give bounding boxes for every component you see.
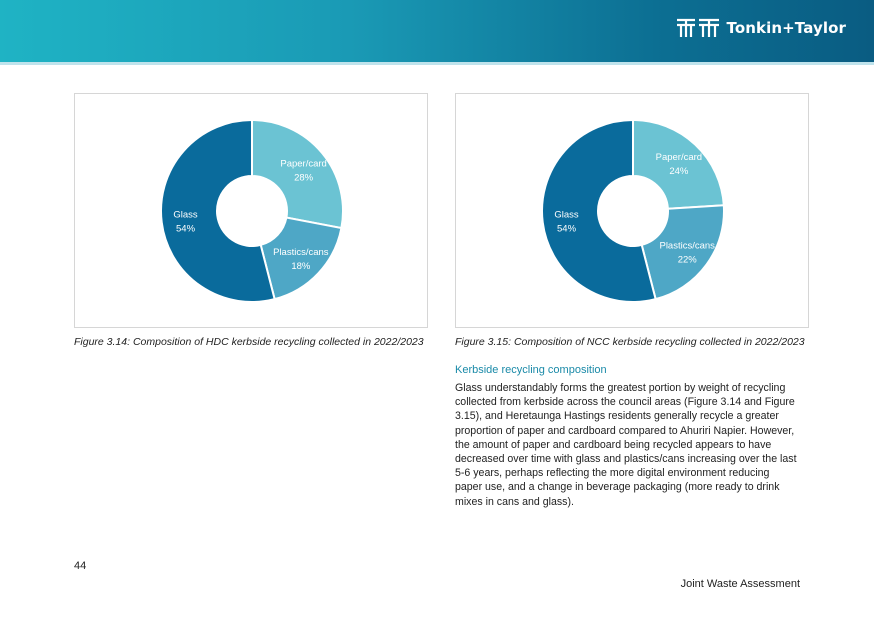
- slice-value-label: 54%: [557, 223, 577, 235]
- body-line: paper use, and a change in beverage packaging (more ready to drink: [455, 481, 780, 494]
- hdc-figure-caption: Figure 3.14: Composition of HDC kerbside recycling collected in 2022/2023: [74, 336, 424, 348]
- hdc-donut-svg: [75, 94, 429, 329]
- slice-value-label: 28%: [294, 172, 314, 184]
- hdc-donut-chart: [74, 93, 428, 328]
- slice-category-label: Plastics/cans: [659, 240, 715, 252]
- ncc-donut-chart: [455, 93, 809, 328]
- slice-category-label: Paper/card: [280, 158, 327, 170]
- body-line: mixes in cans and glass).: [455, 495, 574, 508]
- slice-value-label: 24%: [669, 166, 689, 178]
- body-line: 5-6 years, perhaps reflecting the more digital environment reducing: [455, 467, 770, 480]
- body-line: Glass understandably forms the greatest portion by weight of recycling: [455, 382, 786, 394]
- donut-slice-plastics-cans: [261, 218, 342, 300]
- slice-value-label: 22%: [677, 254, 697, 266]
- page-number: 44: [74, 560, 87, 572]
- body-line: proportion of paper and cardboard compared to Ahuriri Napier. However,: [455, 424, 795, 437]
- section-heading: Kerbside recycling composition: [455, 364, 607, 376]
- ncc-donut-svg: [456, 94, 810, 329]
- slice-category-label: Paper/card: [655, 152, 703, 164]
- ncc-figure-caption: Figure 3.15: Composition of NCC kerbside recycling collected in 2022/2023: [455, 336, 805, 348]
- donut-slice-paper-card: [633, 120, 724, 209]
- company-logo: [675, 16, 846, 40]
- page-header: [0, 0, 874, 62]
- header-divider: [0, 62, 874, 65]
- tt-monogram-icon: [675, 17, 721, 39]
- slice-category-label: Plastics/cans: [273, 246, 329, 258]
- body-line: collected from kerbside across the council areas (Figure 3.14 and Figure: [455, 396, 795, 409]
- section-body: [455, 381, 815, 509]
- slice-category-label: Glass: [554, 209, 579, 221]
- body-line: the amount of paper and cardboard being recycled appears to have: [455, 438, 772, 451]
- slice-value-label: 54%: [176, 223, 196, 235]
- logo-text: Tonkin+Taylor: [726, 19, 846, 37]
- slice-value-label: 18%: [291, 260, 311, 272]
- footer-document-title: Joint Waste Assessment: [680, 578, 800, 590]
- slice-category-label: Glass: [173, 209, 198, 221]
- body-line: decreased over time with glass and plastics/cans increasing over the last: [455, 453, 797, 466]
- donut-slice-plastics-cans: [642, 205, 724, 299]
- body-line: 3.15), and Heretaunga Hastings residents generally recycle a greater: [455, 410, 779, 423]
